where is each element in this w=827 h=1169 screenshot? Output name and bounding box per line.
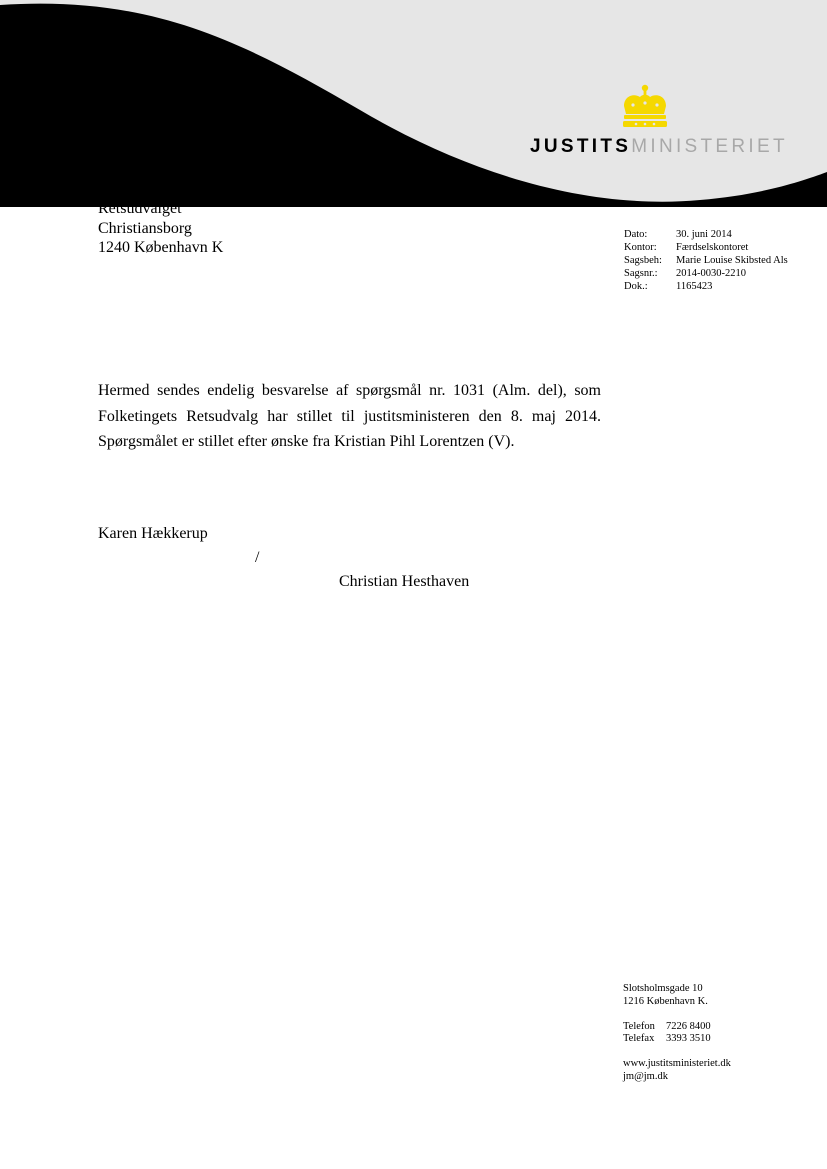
signature-minister: Karen Hækkerup (98, 525, 208, 542)
recipient-line: 1240 København K (98, 239, 224, 256)
meta-value: Færdselskontoret (676, 242, 749, 253)
meta-row-document (624, 280, 788, 293)
fax-label: Telefax (623, 1033, 655, 1045)
meta-row-date (624, 228, 788, 241)
fax-number: 3393 3510 (666, 1033, 711, 1045)
signature-separator: / (255, 549, 260, 566)
logo-text-bold: JUSTITS (530, 136, 632, 157)
case-metadata (624, 228, 788, 293)
logo-text-light: MINISTERIET (631, 136, 788, 157)
letterhead-wave (0, 0, 827, 207)
footer-street: Slotsholmsgade 10 (623, 983, 703, 994)
phone-number: 7226 8400 (666, 1020, 711, 1032)
footer-fax-line (623, 1033, 731, 1046)
footer-phones (623, 1021, 731, 1047)
footer-website: www.justitsministeriet.dk (623, 1058, 731, 1070)
footer-email: jm@jm.dk (623, 1070, 668, 1082)
recipient-line: Retsudvalget (98, 200, 182, 217)
meta-row-caseworker (624, 254, 788, 267)
footer-city: 1216 København K. (623, 995, 708, 1007)
recipient-line: Christiansborg (98, 219, 192, 237)
recipient-address (98, 199, 223, 258)
meta-label: Kontor: (624, 242, 657, 253)
footer-address (623, 983, 731, 1009)
meta-value: Marie Louise Skibsted Als (676, 255, 788, 266)
footer-online (623, 1058, 731, 1084)
meta-label: Sagsnr.: (624, 268, 658, 279)
meta-row-office (624, 241, 788, 254)
footer-phone-line (623, 1021, 731, 1034)
meta-value: 2014-0030-2210 (676, 268, 746, 279)
meta-value: 30. juni 2014 (676, 229, 732, 240)
ministry-logo-text (530, 136, 788, 158)
meta-value: 1165423 (676, 281, 713, 292)
ministry-contact-footer (623, 983, 731, 1084)
phone-label: Telefon (623, 1020, 655, 1032)
meta-row-case-number (624, 267, 788, 280)
meta-label: Sagsbeh: (624, 255, 662, 266)
signature-official: Christian Hesthaven (339, 573, 470, 590)
crown-icon (618, 84, 672, 130)
meta-label: Dok.: (624, 281, 648, 292)
letter-body: Hermed sendes endelig besvarelse af spørgsmål nr. 1031 (Alm. del), som Folketingets Retsudvalg har stillet til justitsministeren den 8. maj 2014. Spørgsmålet er stillet efter ønske fra Kristian Pihl Lorentzen (V). (98, 382, 601, 450)
meta-label: Dato: (624, 229, 648, 240)
